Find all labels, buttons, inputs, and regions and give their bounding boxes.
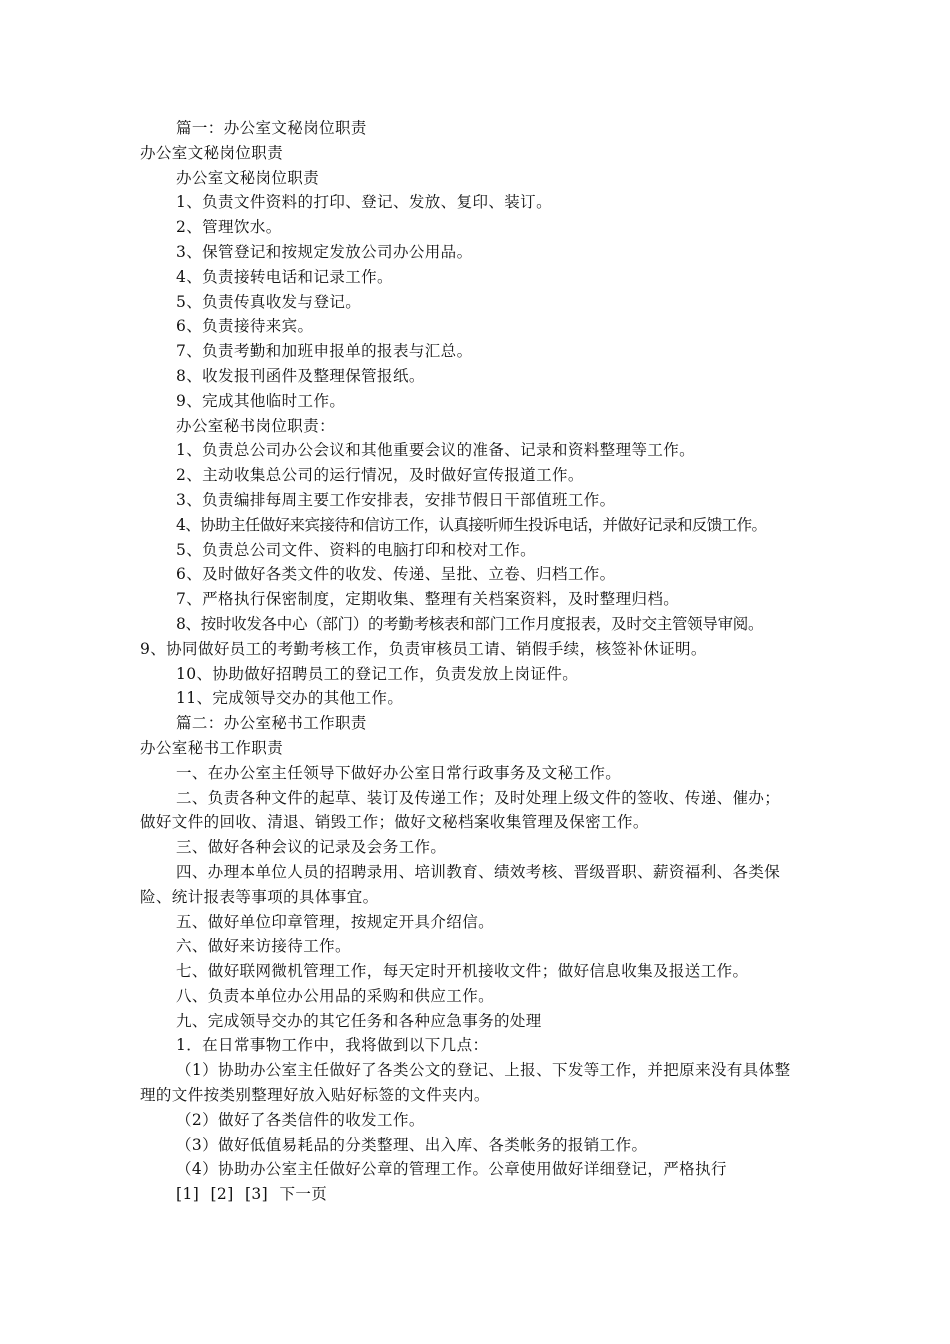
doc-line: （4）协助办公室主任做好公章的管理工作。公章使用做好详细登记，严格执行 [176, 1160, 727, 1179]
doc-line: 4、负责接转电话和记录工作。 [176, 267, 393, 286]
doc-line: 8、收发报刊函件及整理保管报纸。 [176, 366, 425, 385]
doc-line: 办公室秘书岗位职责： [176, 416, 336, 435]
doc-line: （1）协助办公室主任做好了各类公文的登记、上报、下发等工作，并把原来没有具体整 [176, 1061, 791, 1080]
page-link-3[interactable]: [3] [244, 1185, 269, 1204]
section-heading: 篇二：办公室秘书工作职责 [176, 714, 367, 733]
doc-line: 篇一：办公室文秘岗位职责 [176, 119, 367, 137]
doc-line: （3）做好低值易耗品的分类整理、出入库、各类帐务的报销工作。 [176, 1135, 648, 1154]
doc-line: 2、主动收集总公司的运行情况，及时做好宣传报道工作。 [176, 466, 584, 485]
doc-line: （2）做好了各类信件的收发工作。 [176, 1110, 425, 1129]
pagination [140, 1182, 820, 1207]
doc-line: 一、在办公室主任领导下做好办公室日常行政事务及文秘工作。 [176, 763, 622, 782]
doc-line: 八、负责本单位办公用品的采购和供应工作。 [176, 986, 495, 1005]
doc-line: 10、协助做好招聘员工的登记工作，负责发放上岗证件。 [176, 664, 579, 683]
doc-line: 九、完成领导交办的其它任务和各种应急事务的处理 [176, 1011, 542, 1030]
doc-line: 3、负责编排每周主要工作安排表，安排节假日干部值班工作。 [176, 490, 616, 509]
doc-line: 办公室文秘岗位职责 [176, 168, 320, 187]
doc-line: 9、协同做好员工的考勤考核工作，负责审核员工请、销假手续，核签补休证明。 [140, 639, 707, 658]
doc-line: 2、管理饮水。 [176, 218, 282, 237]
doc-line: 1、负责总公司办公会议和其他重要会议的准备、记录和资料整理等工作。 [176, 441, 696, 460]
doc-line: 4、协助主任做好来宾接待和信访工作，认真接听师生投诉电话，并做好记录和反馈工作。 [176, 515, 767, 534]
page-link-2[interactable]: [2] [210, 1185, 234, 1204]
doc-line: 9、完成其他临时工作。 [176, 391, 346, 410]
doc-line: 1．在日常事物工作中，我将做到以下几点： [176, 1036, 489, 1055]
doc-line: 7、负责考勤和加班申报单的报表与汇总。 [176, 342, 473, 361]
doc-line: 6、负责接待来宾。 [176, 317, 314, 336]
doc-line: 8、按时收发各中心（部门）的考勤考核表和部门工作月度报表，及时交主管领导审阅。 [176, 614, 764, 633]
doc-line: 五、做好单位印章管理，按规定开具介绍信。 [176, 912, 495, 931]
doc-line: 11、完成领导交办的其他工作。 [176, 689, 404, 708]
doc-line: 7、严格执行保密制度，定期收集、整理有关档案资料，及时整理归档。 [176, 590, 680, 609]
doc-line: 1、负责文件资料的打印、登记、发放、复印、装订。 [176, 193, 552, 212]
doc-line: 二、负责各种文件的起草、装订及传递工作；及时处理上级文件的签收、传递、催办； [176, 788, 781, 807]
doc-line: 六、做好来访接待工作。 [176, 937, 351, 956]
document-body [140, 116, 820, 1207]
page-link-1[interactable]: [1] [176, 1185, 200, 1204]
doc-line: 5、负责传真收发与登记。 [176, 292, 362, 311]
doc-line: 5、负责总公司文件、资料的电脑打印和校对工作。 [176, 540, 537, 559]
doc-line: 险、统计报表等事项的具体事宜。 [140, 887, 379, 906]
next-page-link[interactable]: 下一页 [279, 1185, 328, 1204]
doc-line: 理的文件按类别整理好放入贴好标签的文件夹内。 [140, 1086, 490, 1105]
doc-line: 三、做好各种会议的记录及会务工作。 [176, 838, 447, 857]
doc-line: 3、保管登记和按规定发放公司办公用品。 [176, 242, 473, 261]
doc-line: 做好文件的回收、清退、销毁工作；做好文秘档案收集管理及保密工作。 [140, 813, 649, 832]
doc-line: 办公室秘书工作职责 [140, 738, 284, 757]
doc-line: 6、及时做好各类文件的收发、传递、呈批、立卷、归档工作。 [176, 565, 616, 584]
doc-line: 办公室文秘岗位职责 [140, 143, 284, 162]
doc-line: 四、办理本单位人员的招聘录用、培训教育、绩效考核、晋级晋职、薪资福利、各类保 [176, 862, 781, 881]
doc-line: 七、做好联网微机管理工作，每天定时开机接收文件；做好信息收集及报送工作。 [176, 962, 749, 981]
